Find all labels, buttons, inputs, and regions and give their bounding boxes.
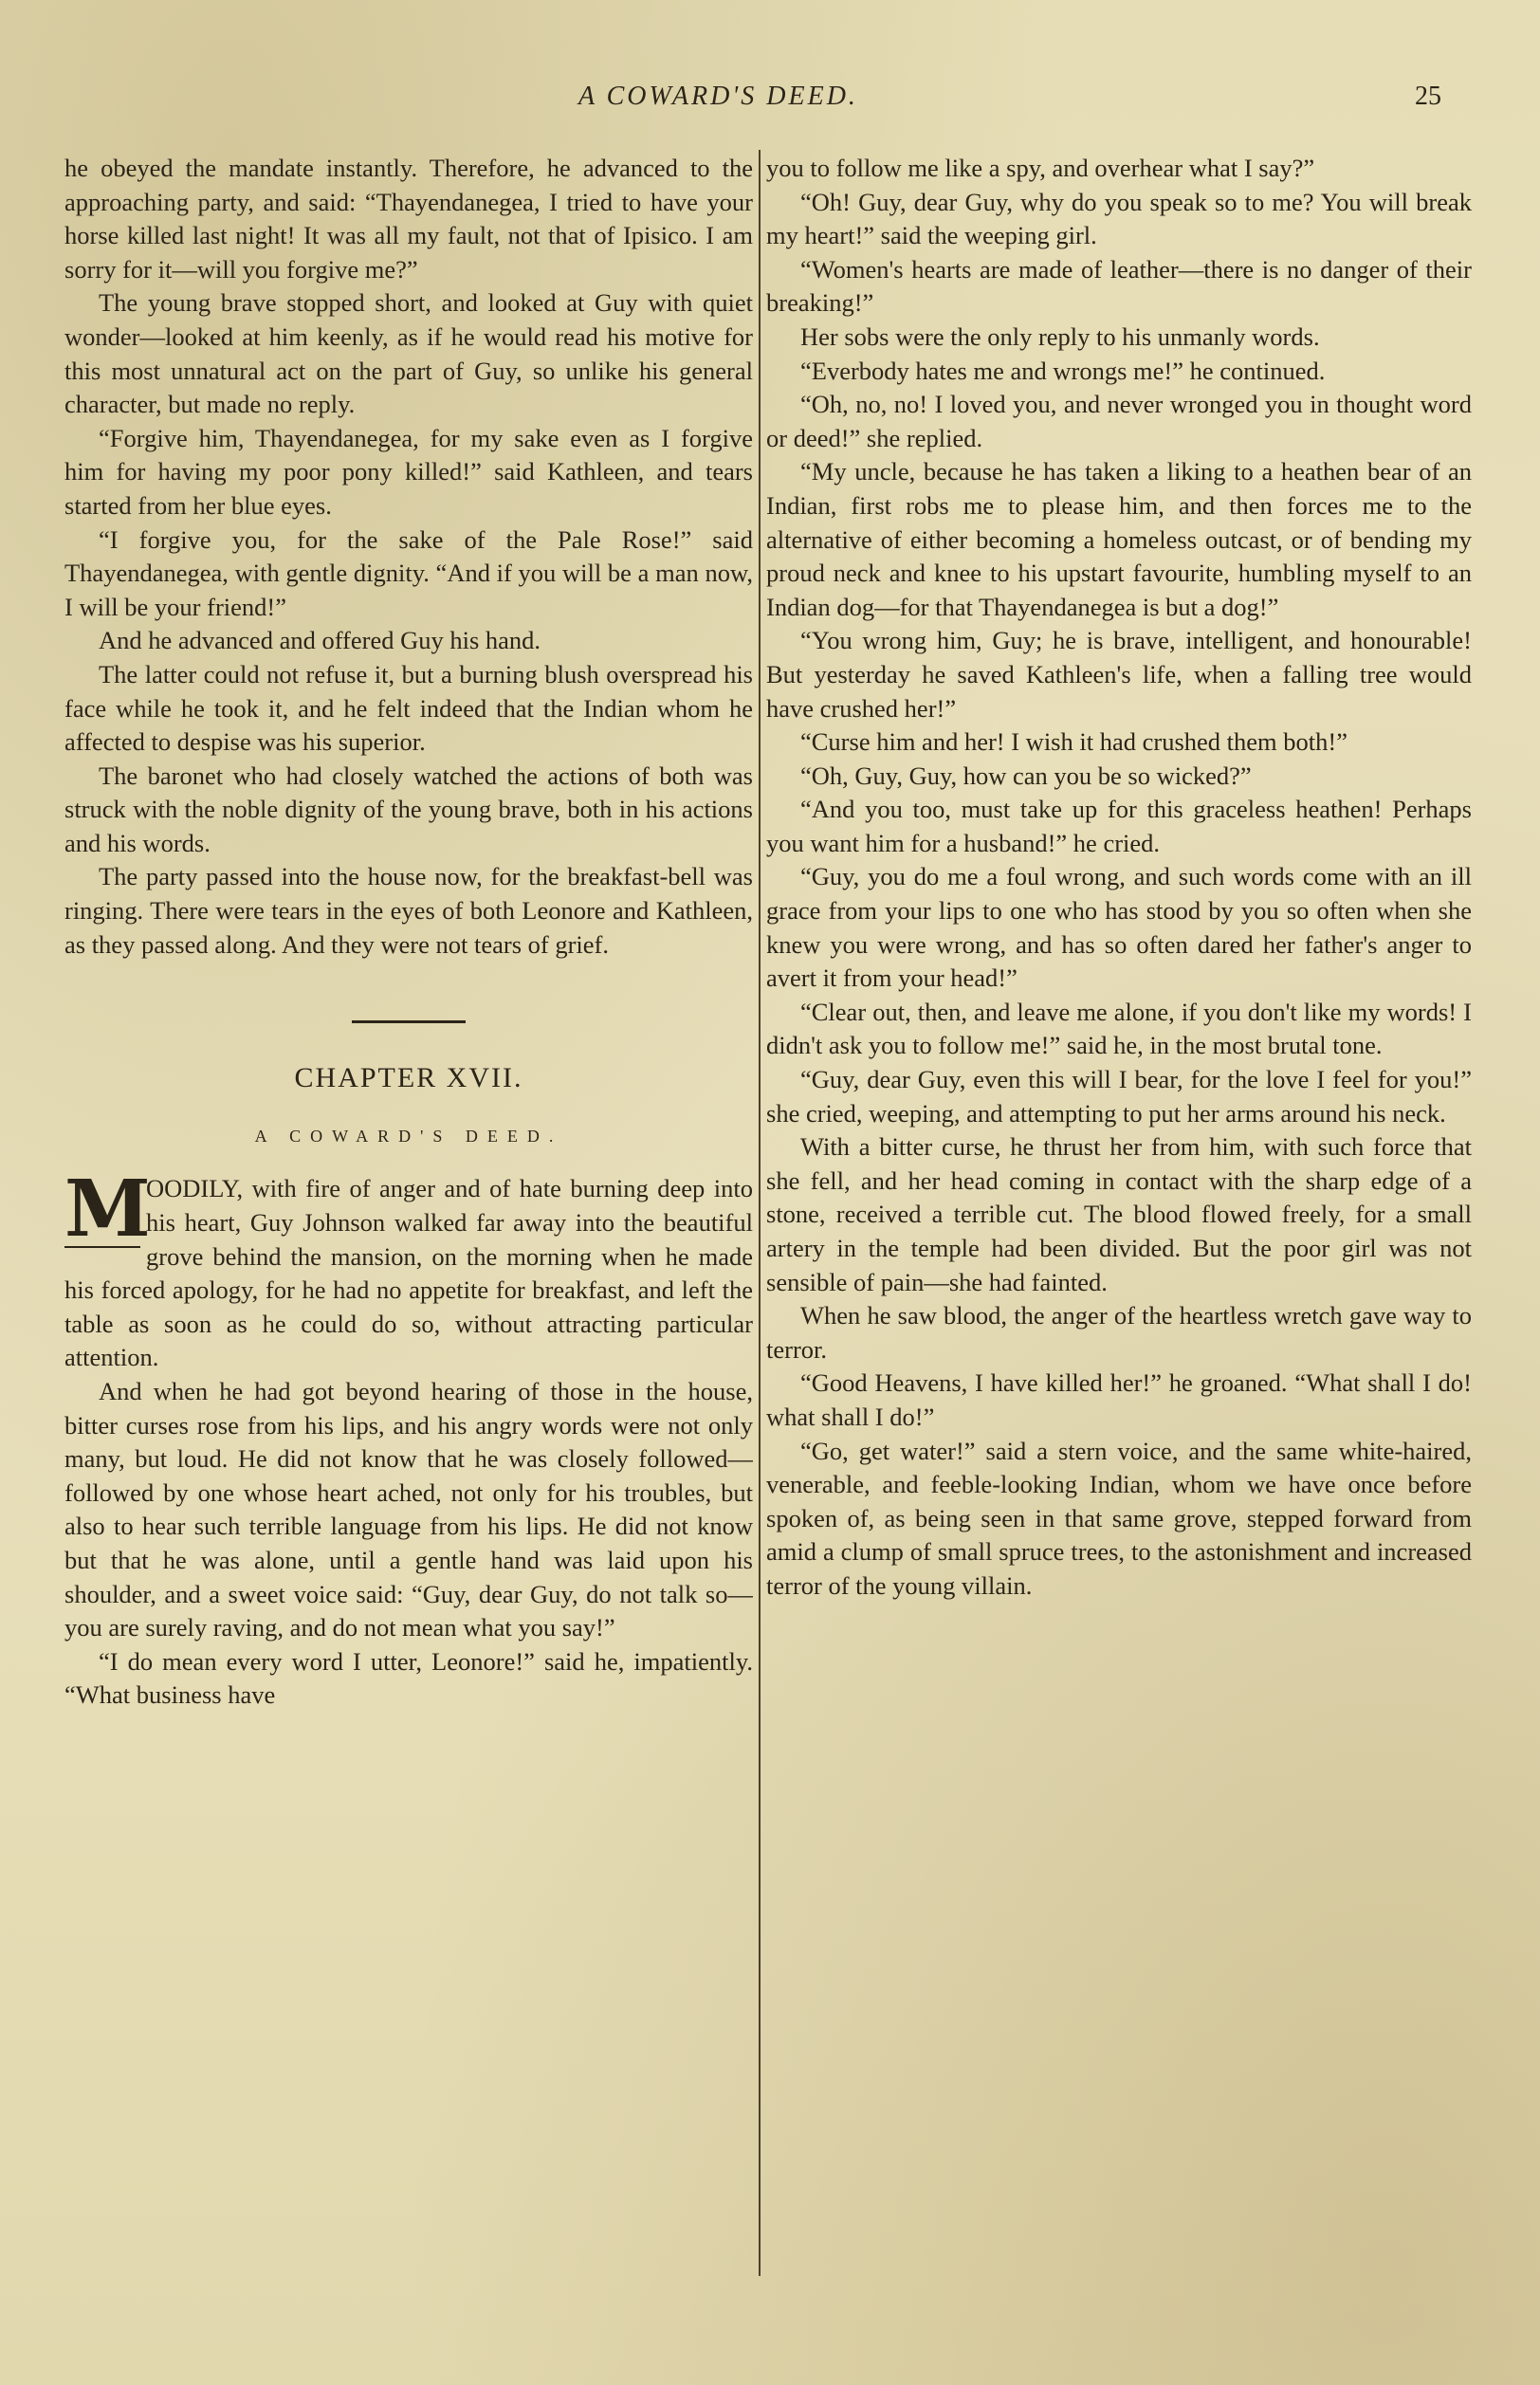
- paragraph: The baronet who had closely watched the actions of both was struck with the noble dignity of the young brave, both in his actions and his words.: [64, 761, 753, 857]
- paragraph: “You wrong him, Guy; he is brave, intelligent, and honourable! But yesterday he saved Kathleen's life, when a falling tree would have crushed her!”: [766, 626, 1472, 723]
- paragraph: “Oh, no, no! I loved you, and never wronged you in thought word or deed!” she replied.: [766, 390, 1472, 452]
- paragraph: With a bitter curse, he thrust her from him, with such force that she fell, and her head coming in contact with the sharp edge of a stone, received a terrible cut. The blood flowed freely, for a small artery in the temple had been divided. But the poor girl was not sensible of pain—she had fainted.: [766, 1132, 1472, 1296]
- chapter-opening-paragraph: [64, 1164, 753, 1375]
- paragraph: “My uncle, because he has taken a liking to a heathen bear of an Indian, first robs me to please him, and then forces me to the alternative of either becoming a homeless outcast, or of bending my proud neck and knee to his upstart favourite, humbling myself to an Indian dog—for that Thayendanegea is but a dog!”: [766, 457, 1472, 621]
- paragraph: When he saw blood, the anger of the heartless wretch gave way to terror.: [766, 1301, 1472, 1364]
- chapter-subtitle: A COWARD'S DEED.: [254, 1126, 563, 1146]
- paragraph: The latter could not refuse it, but a burning blush overspread his face while he took it, and he felt indeed that the Indian whom he affected to despise was his superior.: [64, 659, 753, 757]
- paragraph: you to follow me like a spy, and overhear what I say?”: [766, 154, 1315, 182]
- page-number: 25: [1415, 82, 1441, 111]
- paragraph: “Clear out, then, and leave me alone, if you don't like my words! I didn't ask you to follow me!” said he, in the most brutal tone.: [766, 997, 1472, 1060]
- paragraph: The party passed into the house now, for the breakfast-bell was ringing. There were tears in the eyes of both Leonore and Kathleen, as they passed along. And they were not tears of grief.: [64, 862, 753, 959]
- chapter-title: CHAPTER XVII.: [294, 1062, 523, 1094]
- paragraph: “Guy, you do me a foul wrong, and such words come with an ill grace from your lips to one who has stood by you so often when she knew you were wrong, and has so often dared her father's anger to avert it from your head!”: [766, 862, 1472, 993]
- paragraph: “Good Heavens, I have killed her!” he groaned. “What shall I do! what shall I do!”: [766, 1368, 1472, 1431]
- paragraph: And he advanced and offered Guy his hand.: [99, 626, 541, 655]
- paragraph: The young brave stopped short, and looked at Guy with quiet wonder—looked at him keenly, as if he would read his motive for this most unnatural act on the part of Guy, so unlike his general character, but made no reply.: [64, 288, 753, 419]
- paragraph: “And you too, must take up for this graceless heathen! Perhaps you want him for a husband!” he cried.: [766, 795, 1472, 857]
- running-head-title: A COWARD'S DEED.: [578, 82, 858, 111]
- left-column: [64, 152, 753, 2276]
- paragraph: “Curse him and her! I wish it had crushed them both!”: [800, 727, 1348, 757]
- drop-cap: M: [64, 1164, 151, 1256]
- section-divider: [352, 1020, 466, 1023]
- opening-text: OODILY, with fire of anger and of hate burning deep into his heart, Guy Johnson walked far away into the beautiful grove behind the mansion, on the morning when he made his forced apology, for he had no appetite for breakfast, and left the table as soon as he could do so, without attracting particular attention.: [64, 1174, 753, 1372]
- running-head: [0, 82, 1540, 129]
- paragraph: he obeyed the mandate instantly. Therefore, he advanced to the approaching party, and said: “Thayendanegea, I tried to have your horse killed last night! It was all my fault, not that of Ipisico. I am sorry for it—will you forgive me?”: [64, 154, 753, 284]
- paragraph: “I forgive you, for the sake of the Pale Rose!” said Thayendanegea, with gentle dignity. “And if you will be a man now, I will be your friend!”: [64, 524, 753, 621]
- paragraph: Her sobs were the only reply to his unmanly words.: [800, 321, 1320, 351]
- column-rule: [759, 150, 761, 2276]
- paragraph: “Women's hearts are made of leather—there is no danger of their breaking!”: [766, 254, 1472, 318]
- paragraph: “Oh! Guy, dear Guy, why do you speak so to me? You will break my heart!” said the weeping girl.: [766, 187, 1472, 250]
- paragraph: “I do mean every word I utter, Leonore!” said he, impatiently. “What business have: [64, 1646, 753, 1710]
- paragraph: “Go, get water!” said a stern voice, and the same white-haired, venerable, and feeble-looking Indian, whom we have once before spoken of, as being seen in that same grove, stepped forward from amid a clump of small spruce trees, to the astonishment and increased terror of the young villain.: [766, 1436, 1472, 1600]
- paragraph: “Everbody hates me and wrongs me!” he continued.: [800, 356, 1326, 385]
- paragraph: “Forgive him, Thayendanegea, for my sake even as I forgive him for having my poor pony killed!” said Kathleen, and tears started from her blue eyes.: [64, 423, 753, 520]
- paragraph: “Guy, dear Guy, even this will I bear, for the love I feel for you!” she cried, weeping, and attempting to put her arms around his neck.: [766, 1065, 1472, 1128]
- paragraph: “Oh, Guy, Guy, how can you be so wicked?”: [800, 761, 1252, 790]
- right-column: [766, 152, 1472, 2276]
- paragraph: And when he had got beyond hearing of those in the house, bitter curses rose from his lips, and his angry words were not only many, but loud. He did not know that he was closely followed—followed by one whose heart ached, not only for his troubles, but also to hear such terrible language from his lips. He did not know but that he was alone, until a gentle hand was laid upon his shoulder, and a sweet voice said: “Guy, dear Guy, do not talk so—you are surely raving, and do not mean what you say!”: [64, 1377, 753, 1642]
